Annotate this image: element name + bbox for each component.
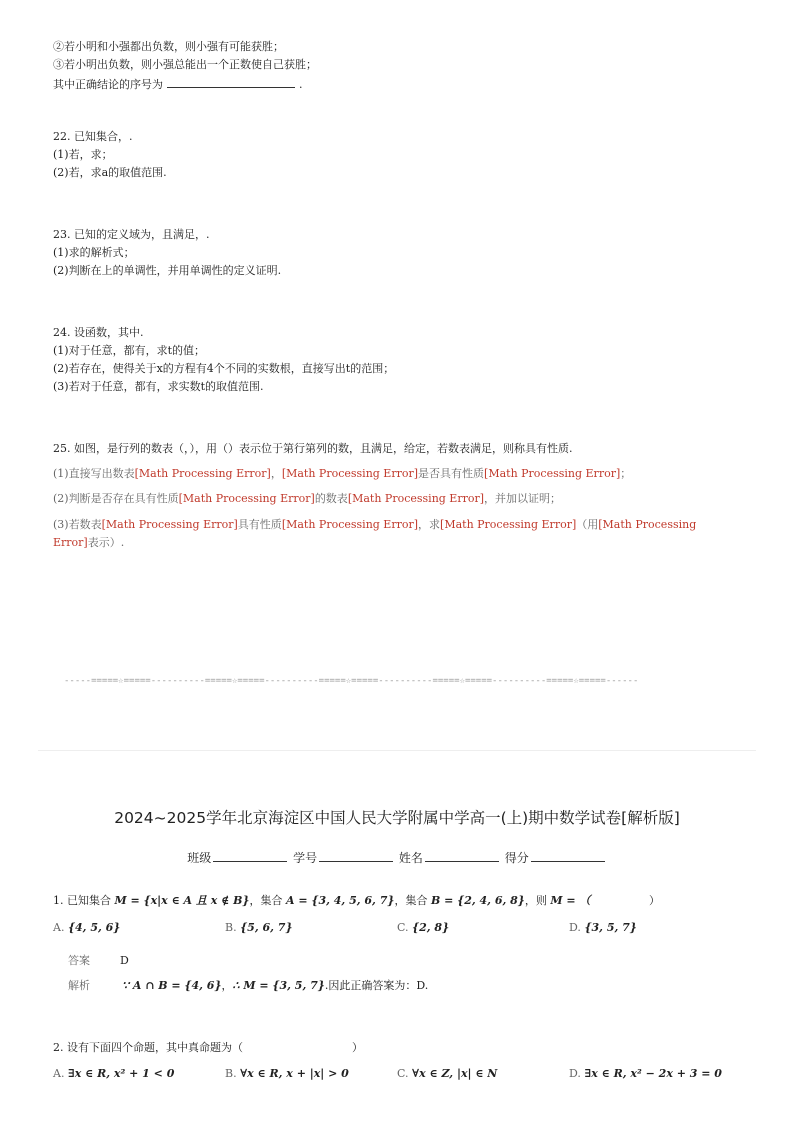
q2-option-a: A. ∃x ∈ R, x² + 1 < 0 bbox=[53, 1067, 175, 1080]
math-error: [Math Processing Error] bbox=[134, 467, 271, 480]
q23-part: (1)求的解析式； bbox=[53, 246, 135, 259]
section-separator: -----=====☆=====----------=====☆=====----------=====☆=====----------=====☆=====----------=====☆=====------ bbox=[64, 676, 639, 686]
q2-option-c: C. ∀x ∈ Z, |x| ∈ N bbox=[397, 1067, 498, 1080]
q22-part: (2)若，求a的取值范围. bbox=[53, 166, 167, 179]
q22-stem: 22. 已知集合，. bbox=[53, 130, 133, 143]
q1-option-b: B. {5, 6, 7} bbox=[225, 921, 293, 934]
q2-stem: 2. 设有下面四个命题，其中真命题为（ bbox=[53, 1041, 243, 1054]
math-error: [Math Processing Error] bbox=[281, 518, 419, 531]
math-error: [Math Processing Error] bbox=[440, 518, 577, 531]
q25-stem: 25. 如图，是行列的数表（，），用（）表示位于第行第列的数，且满足，给定，若数表满足，则称具有性质. bbox=[53, 442, 573, 455]
q1-option-a: A. {4, 5, 6} bbox=[53, 921, 121, 934]
text-line: ②若小明和小强都出负数，则小强有可能获胜； bbox=[53, 40, 284, 53]
q24-part: (2)若存在，使得关于x的方程有4个不同的实数根，直接写出t的范围； bbox=[53, 362, 395, 375]
q23-stem: 23. 已知的定义域为，且满足，. bbox=[53, 228, 210, 241]
q1-stem: 1. 已知集合 M = {x|x ∈ A 且 x ∉ B}，集合 A = {3, 4, 5, 6, 7}，集合 B = {2, 4, 6, 8}，则 M = （ bbox=[53, 894, 591, 907]
answer-line-suffix: . bbox=[299, 78, 303, 91]
math-error: [Math Processing Error] bbox=[281, 467, 419, 480]
student-info-row: 班级 学号 姓名 得分 bbox=[0, 849, 794, 866]
answer-blank bbox=[167, 77, 295, 88]
q2-option-d: D. ∃x ∈ R, x² − 2x + 3 = 0 bbox=[569, 1067, 722, 1080]
q25-part-1: (1)直接写出数表[Math Processing Error]，[Math Processing Error]是否具有性质[Math Processing Error]； bbox=[53, 467, 632, 480]
q2-stem-close: ） bbox=[352, 1041, 363, 1054]
q22-part: (1)若，求； bbox=[53, 148, 113, 161]
q25-part-3: (3)若数表[Math Processing Error]具有性质[Math Processing Error]，求[Math Processing Error]（用[Math Processing bbox=[53, 518, 697, 531]
q2-option-b: B. ∀x ∈ R, x + |x| > 0 bbox=[225, 1067, 349, 1080]
answer-line bbox=[53, 77, 303, 92]
math-error: [Math Processing Error] bbox=[178, 492, 315, 505]
page-title: 2024~2025学年北京海淀区中国人民大学附属中学高一(上)期中数学试卷[解析版] bbox=[114, 809, 680, 827]
class-blank bbox=[213, 850, 287, 862]
q1-answer: D bbox=[120, 954, 129, 967]
math-error: [Math Processing Error] bbox=[101, 518, 238, 531]
q24-part: (1)对于任意，都有，求t的值； bbox=[53, 344, 206, 357]
q1-answer-label: 答案 bbox=[68, 954, 90, 967]
q1-analysis-label: 解析 bbox=[68, 979, 90, 992]
text-line: ③若小明出负数，则小强总能出一个正数使自己获胜； bbox=[53, 58, 317, 71]
answer-line-prefix: 其中正确结论的序号为 bbox=[53, 78, 163, 91]
name-blank bbox=[425, 850, 499, 862]
score-blank bbox=[531, 850, 605, 862]
q24-stem: 24. 设函数，其中. bbox=[53, 326, 144, 339]
q25-part-3-cont: Error]表示）. bbox=[53, 536, 125, 549]
q1-option-c: C. {2, 8} bbox=[397, 921, 450, 934]
math-error-wrap: [Math Processing bbox=[598, 518, 697, 531]
q1-stem-close: ） bbox=[649, 894, 660, 907]
q25-part-2: (2)判断是否存在具有性质[Math Processing Error]的数表[Math Processing Error]，并加以证明； bbox=[53, 492, 562, 505]
q1-analysis: ∵ A ∩ B = {4, 6}，∴ M = {3, 5, 7}.因此正确答案为：D. bbox=[122, 979, 429, 992]
math-error: [Math Processing Error] bbox=[347, 492, 485, 505]
math-error: [Math Processing Error] bbox=[484, 467, 621, 480]
page-divider bbox=[38, 750, 756, 751]
q24-part: (3)若对于任意，都有，求实数t的取值范围. bbox=[53, 380, 264, 393]
q23-part: (2)判断在上的单调性，并用单调性的定义证明. bbox=[53, 264, 282, 277]
id-blank bbox=[319, 850, 393, 862]
math-error-wrap-end: Error] bbox=[53, 536, 88, 549]
q1-option-d: D. {3, 5, 7} bbox=[569, 921, 637, 934]
